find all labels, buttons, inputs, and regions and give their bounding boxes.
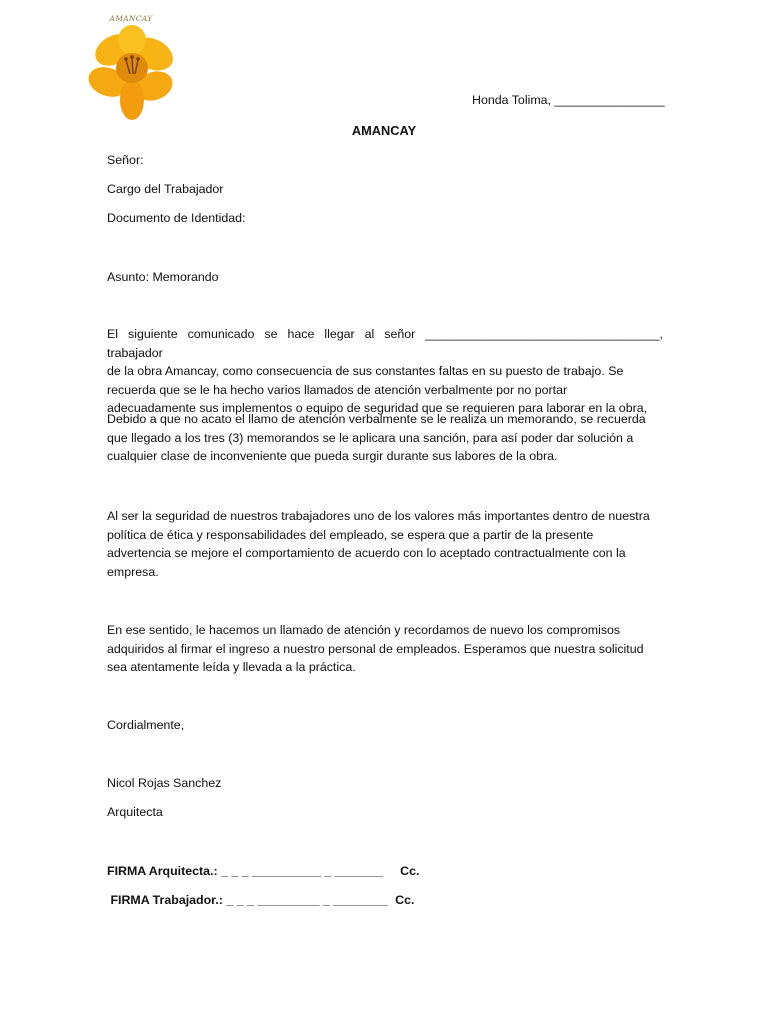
paragraph-line: recuerda que se le ha hecho varios llamados de atención verbalmente por no portar <box>107 382 568 397</box>
paragraph-1 <box>107 325 663 418</box>
paragraph-2 <box>107 410 663 466</box>
yellow-flower-icon <box>86 24 178 122</box>
place-date-line: Honda Tolima, ________________ <box>472 93 665 107</box>
paragraph-line: Debido a que no acato el llamo de atención verbalmente se le realiza un memorando, se recuerda <box>107 412 646 426</box>
recipient-senor: Señor: <box>107 153 144 167</box>
paragraph-line: El siguiente comunicado se hace llegar al señor __________________________________, trabajador <box>107 327 663 360</box>
paragraph-line: política de ética y responsabilidades del empleado, se espera que a partir de la presente <box>107 527 594 542</box>
recipient-cargo: Cargo del Trabajador <box>107 182 224 196</box>
paragraph-line: cualquier clase de inconveniente que pueda surgir durante sus labores de la obra. <box>107 449 558 463</box>
signer-role: Arquitecta <box>107 805 163 819</box>
closing-salutation: Cordialmente, <box>107 718 185 732</box>
paragraph-line: En ese sentido, le hacemos un llamado de atención y recordamos de nuevo los compromisos <box>107 623 621 637</box>
company-logo <box>86 12 178 122</box>
paragraph-line: adecuadamente sus implementos o equipo de seguridad que se requieren para laborar en la obra, <box>107 401 648 415</box>
paragraph-line: que llegado a los tres (3) memorandos se le aplicara una sanción, para así poder dar solución a <box>107 430 634 445</box>
paragraph-line: advertencia se mejore el comportamiento de acuerdo con lo aceptado contractualmente con la <box>107 546 626 560</box>
paragraph-line: sea atentamente leída y llevada a la práctica. <box>107 660 356 674</box>
worker-signature-line: FIRMA Trabajador.: _ _ _ _________ _ ________ Cc. <box>107 893 415 907</box>
signer-name: Nicol Rojas Sanchez <box>107 776 222 790</box>
recipient-documento: Documento de Identidad: <box>107 211 246 225</box>
paragraph-line: Al ser la seguridad de nuestros trabajadores uno de los valores más importantes dentro de nuestra <box>107 509 650 523</box>
subject-line: Asunto: Memorando <box>107 270 219 284</box>
architect-signature-line: FIRMA Arquitecta.: _ _ _ __________ _ _______ Cc. <box>107 864 420 878</box>
paragraph-line: de la obra Amancay, como consecuencia de sus constantes faltas en su puesto de trabajo. Se <box>107 364 624 378</box>
paragraph-line: empresa. <box>107 564 159 579</box>
paragraph-4 <box>107 621 663 677</box>
paragraph-3 <box>107 507 663 581</box>
paragraph-line: adquiridos al firmar el ingreso a nuestro personal de empleados. Esperamos que nuestra solicitud <box>107 641 644 656</box>
logo-wordmark: AMANCAY <box>109 14 153 23</box>
document-title: AMANCAY <box>351 123 417 138</box>
